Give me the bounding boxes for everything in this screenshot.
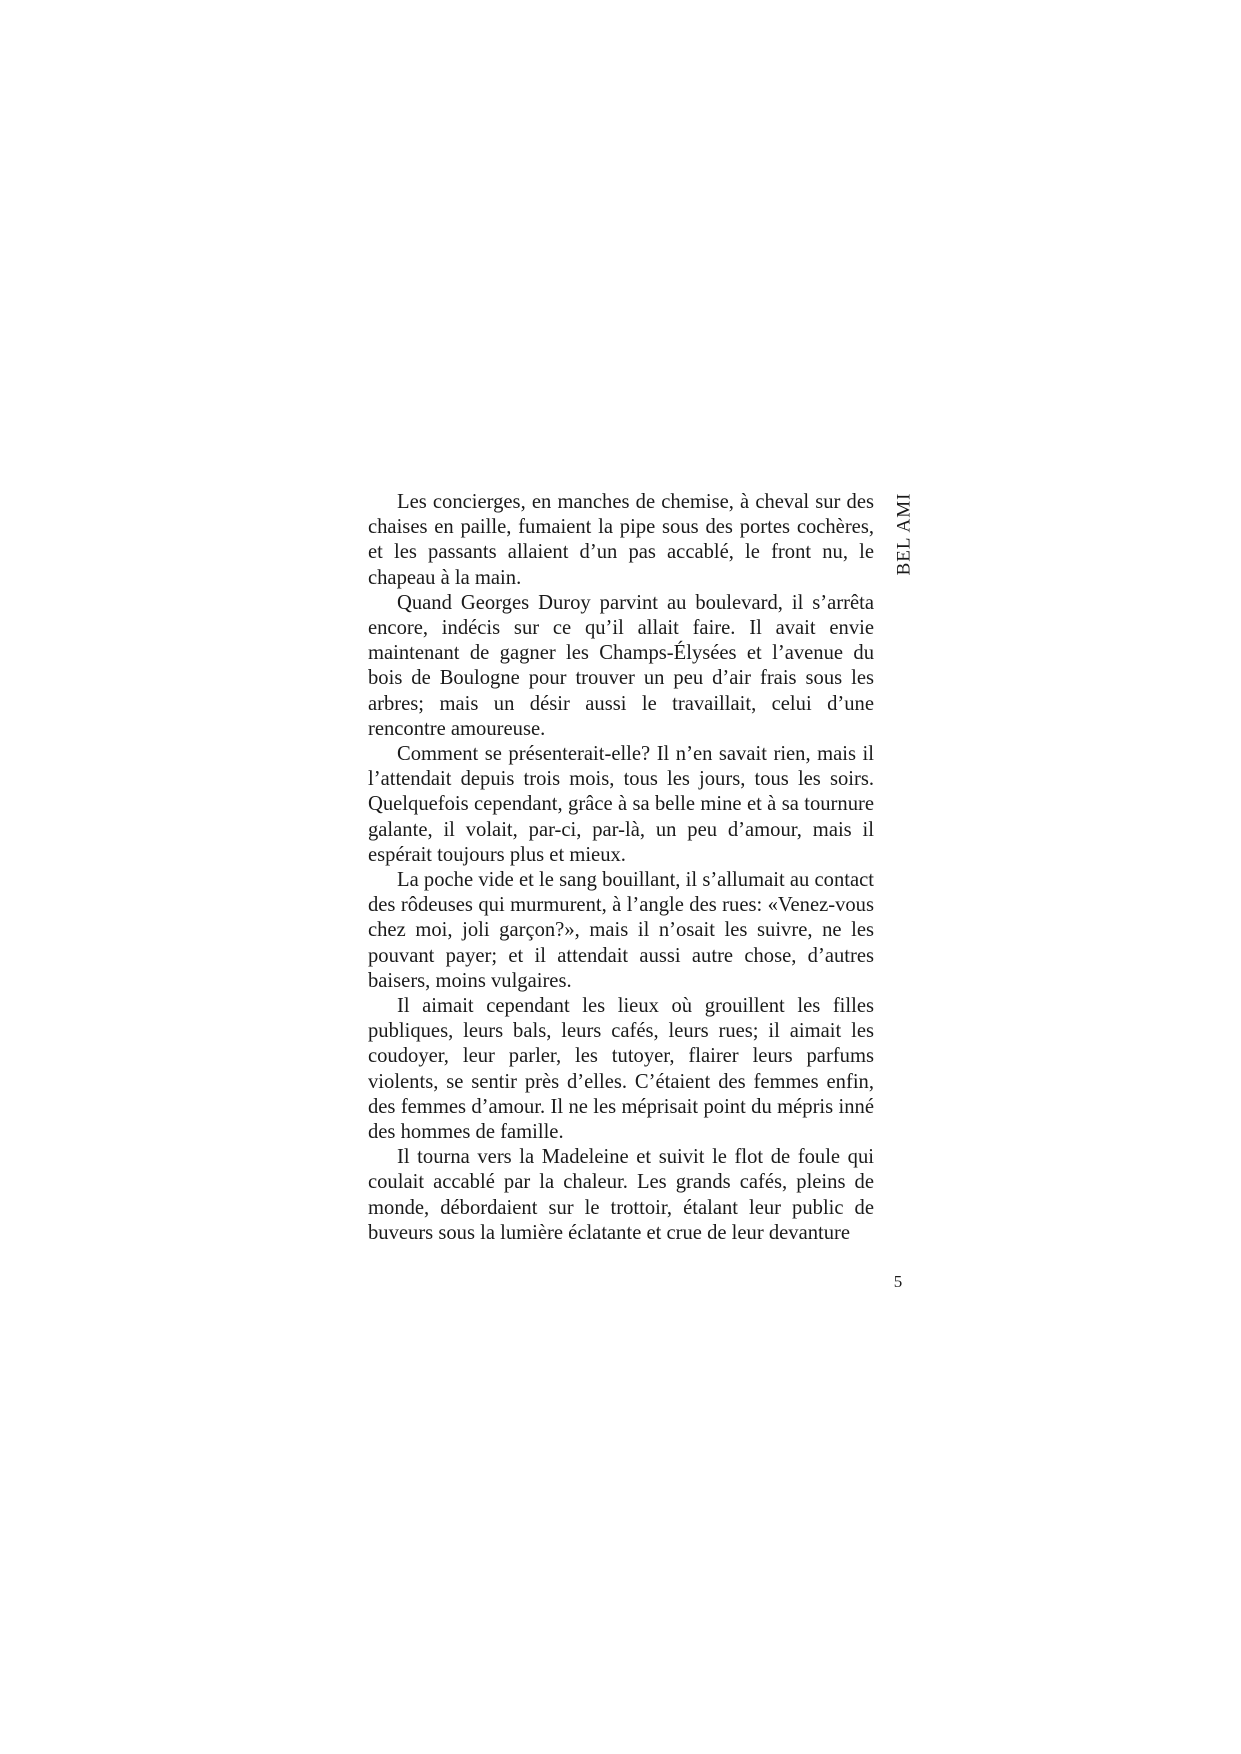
page-number: 5 [893, 1272, 903, 1291]
running-head [878, 492, 930, 576]
running-head-title: BEL AMI [893, 492, 915, 576]
paragraph-6: Il tourna vers la Madeleine et suivit le flot de foule qui coulait accablé par la chaleur. Les grands cafés, pleins de monde, débordaient sur le trottoir, étalant leur public de buveurs sous la lumière éclatante et crue de leur devanture [368, 1146, 874, 1244]
body-text [368, 490, 874, 1246]
paragraph-4: La poche vide et le sang bouillant, il s’allumait au contact des rôdeuses qui murmurent, à l’angle des rues: «Venez-vous chez moi, joli garçon?», mais il n’osait les suivre, ne les pouvant payer; et il attendait aussi autre chose, d’autres baisers, moins vulgaires. [368, 869, 874, 992]
paragraph-1: Les concierges, en manches de chemise, à cheval sur des chaises en paille, fumaient la pipe sous des portes cochères, et les passants allaient d’un pas accablé, le front nu, le chapeau à la main. [368, 491, 874, 589]
paragraph-2: Quand Georges Duroy parvint au boulevard, il s’arrêta encore, indécis sur ce qu’il allait faire. Il avait envie maintenant de gagner les Champs-Élysées et l’avenue du bois de Boulogne pour trouver un peu d’air frais sous les arbres; mais un désir aussi le travaillait, celui d’une rencontre amoureuse. [368, 591, 874, 740]
paragraph-3: Comment se présenterait-elle? Il n’en savait rien, mais il l’attendait depuis trois mois, tous les jours, tous les soirs. Quelquefois cependant, grâce à sa belle mine et à sa tournure galante, il volait, par-ci, par-là, un peu d’amour, mais il espérait toujours plus et mieux. [368, 743, 874, 866]
paragraph-5: Il aimait cependant les lieux où grouillent les filles publiques, leurs bals, leurs cafés, leurs rues; il aimait les coudoyer, leur parler, les tutoyer, flairer leurs parfums violents, se sentir près d’elles. C’étaient des femmes enfin, des femmes d’amour. Il ne les méprisait point du mépris inné des hommes de famille. [368, 995, 874, 1144]
